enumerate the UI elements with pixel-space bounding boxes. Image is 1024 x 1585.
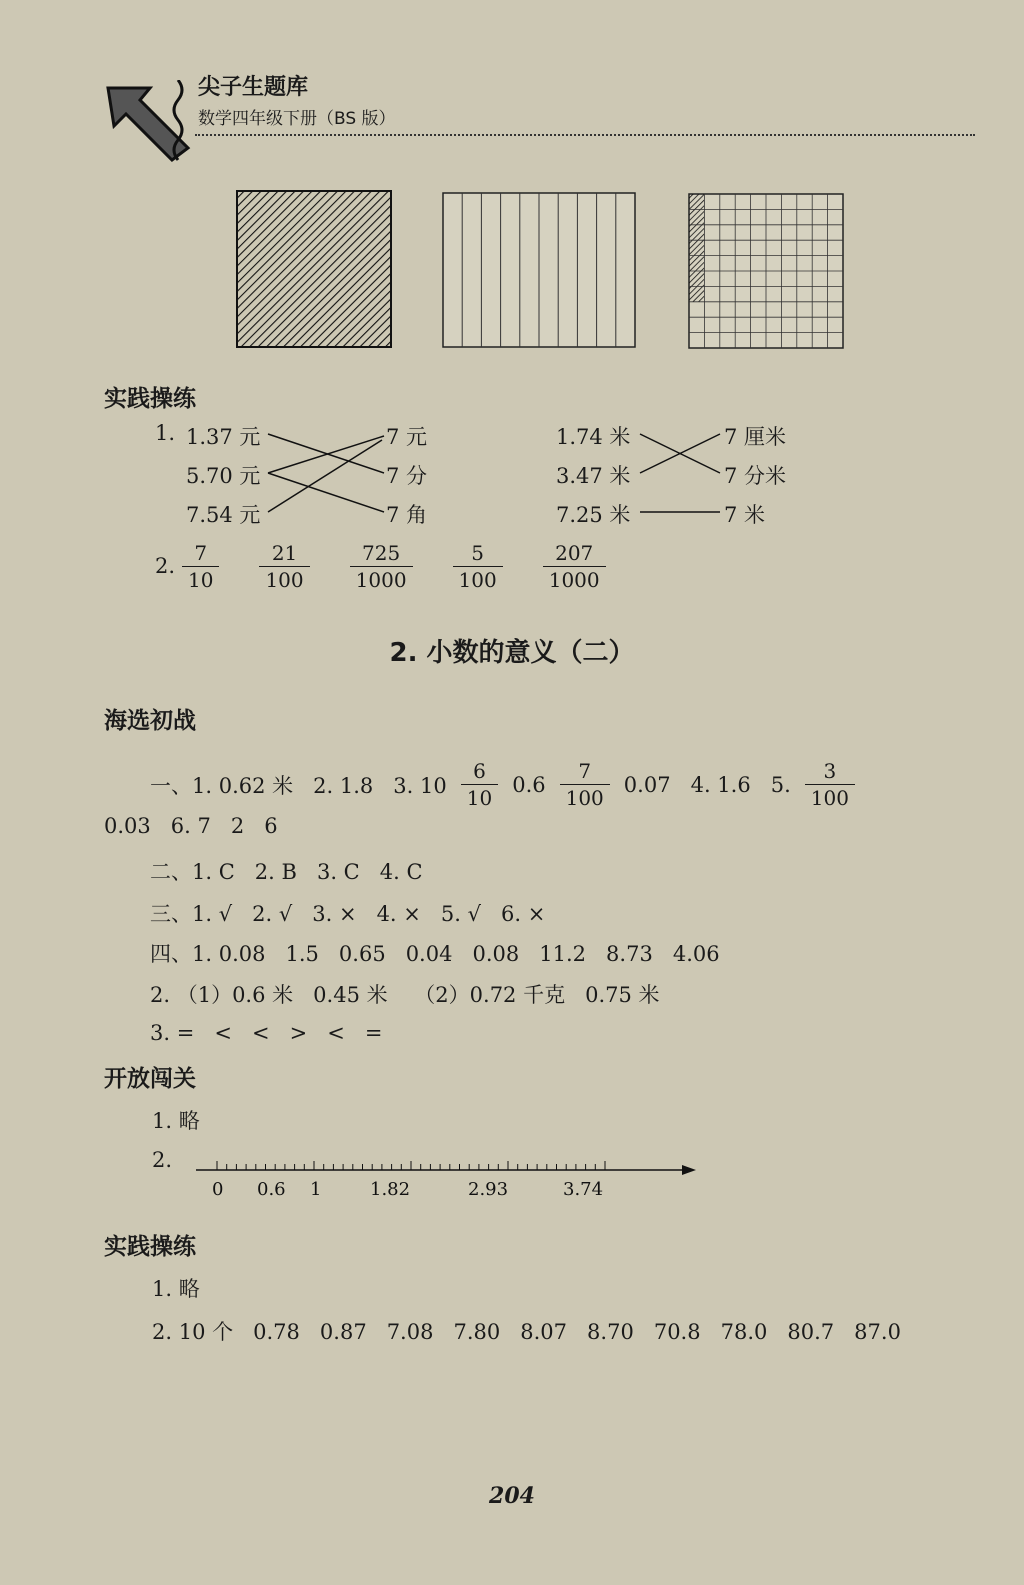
- nl-label-3: 1.82: [370, 1179, 411, 1200]
- answer-line-7: 3. = < < > < =: [150, 1021, 383, 1045]
- match-right-1: 7 元: [386, 425, 428, 449]
- number-line: [190, 1150, 710, 1200]
- answer-frac-1: $\frac{6}{10}$: [461, 758, 498, 811]
- answer-line-5: 四、1. 0.08 1.5 0.65 0.04 0.08 11.2 8.73 4.06: [150, 942, 720, 966]
- match2-right-2: 7 分米: [724, 464, 787, 488]
- practice2-item-2: 2. 10 个 0.78 0.87 7.08 7.80 8.07 8.70 70.8 78.0 80.7 87.0: [152, 1320, 901, 1344]
- match2-left-3: 7.25 米: [556, 503, 631, 527]
- lesson-title: 2. 小数的意义（二）: [389, 638, 635, 668]
- fraction-1: $\frac{7}{10}$: [182, 540, 219, 593]
- nl-label-1: 0.6: [257, 1179, 286, 1200]
- match-left-3: 7.54 元: [186, 503, 261, 527]
- match2-right-1: 7 厘米: [724, 425, 787, 449]
- answer-line-4: 三、1. √ 2. √ 3. × 4. × 5. √ 6. ×: [150, 902, 546, 926]
- match2-right-3: 7 米: [724, 503, 766, 527]
- nl-label-0: 0: [212, 1179, 224, 1200]
- match2-left-1: 1.74 米: [556, 425, 631, 449]
- answer-line-2: 0.03 6. 7 2 6: [104, 814, 278, 838]
- match-left-1: 1.37 元: [186, 425, 261, 449]
- page-number: 204: [489, 1483, 535, 1509]
- match2-left-2: 3.47 米: [556, 464, 631, 488]
- nl-label-2: 1: [310, 1179, 322, 1200]
- q1-prefix: 1.: [155, 421, 176, 445]
- book-subtitle: 数学四年级下册（BS 版）: [198, 109, 396, 129]
- match-right-3: 7 角: [386, 503, 428, 527]
- book-title: 尖子生题库: [198, 75, 309, 100]
- answer-1a: 一、1. 0.62 米 2. 1.8 3. 10: [150, 773, 447, 798]
- challenge-item-1: 1. 略: [152, 1109, 200, 1133]
- fraction-4: $\frac{5}{100}$: [453, 540, 503, 593]
- match-right-2: 7 分: [386, 464, 428, 488]
- section-heading-challenge: 开放闯关: [104, 1066, 196, 1092]
- fraction-3: $\frac{725}{1000}$: [350, 540, 413, 593]
- answer-frac-2: $\frac{7}{100}$: [560, 758, 610, 811]
- answer-line-3: 二、1. C 2. B 3. C 4. C: [150, 860, 423, 884]
- practice2-item-1: 1. 略: [152, 1277, 200, 1301]
- challenge-item-2-prefix: 2.: [152, 1148, 173, 1172]
- match-left-2: 5.70 元: [186, 464, 261, 488]
- answer-1b: 0.6: [512, 772, 546, 797]
- nl-label-4: 2.93: [468, 1179, 509, 1200]
- section-heading-practice-1: 实践操练: [104, 386, 196, 412]
- section-heading-practice-2: 实践操练: [104, 1234, 196, 1260]
- fraction-5: $\frac{207}{1000}$: [543, 540, 606, 593]
- fraction-row: [182, 540, 606, 593]
- answer-line-1: [150, 758, 855, 811]
- matching-lines-fix: [0, 0, 1024, 600]
- q2-prefix: 2.: [155, 554, 176, 578]
- answer-line-6: 2. （1）0.6 米 0.45 米 （2）0.72 千克 0.75 米: [150, 983, 660, 1007]
- fraction-2: $\frac{21}{100}$: [259, 540, 309, 593]
- section-heading-warmup: 海选初战: [104, 708, 196, 734]
- answer-frac-3: $\frac{3}{100}$: [805, 758, 855, 811]
- answer-1c: 0.07 4. 1.6 5.: [623, 772, 791, 797]
- nl-label-5: 3.74: [563, 1179, 604, 1200]
